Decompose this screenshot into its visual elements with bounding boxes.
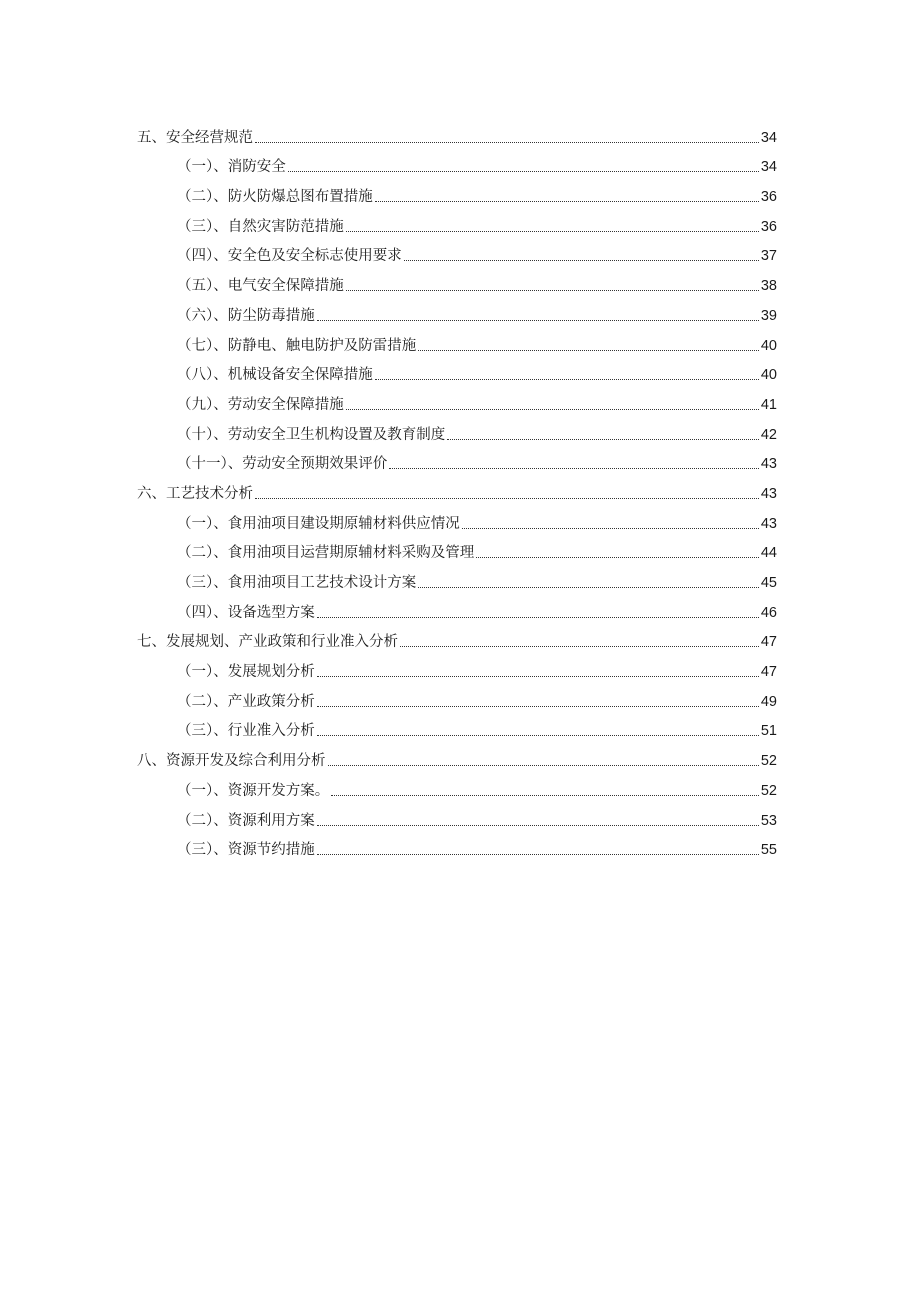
toc-dot-leader — [400, 646, 759, 647]
toc-page-number: 39 — [760, 307, 777, 324]
toc-section-entry[interactable] — [137, 592, 777, 622]
toc-page-number: 53 — [760, 812, 777, 829]
toc-section-entry[interactable] — [137, 533, 777, 563]
toc-entry-title: （一）、资源开发方案。 — [177, 782, 330, 799]
toc-section-entry[interactable] — [137, 444, 777, 474]
toc-dot-leader — [331, 795, 759, 796]
toc-entry-title: （七）、防静电、触电防护及防雷措施 — [177, 337, 417, 354]
toc-dot-leader — [404, 260, 759, 261]
toc-page-number: 46 — [760, 604, 777, 621]
toc-entry-title: （八）、机械设备安全保障措施 — [177, 367, 373, 384]
toc-chapter-entry[interactable] — [137, 622, 777, 652]
toc-section-entry[interactable] — [137, 562, 777, 592]
toc-page-number: 47 — [760, 634, 777, 651]
toc-chapter-entry[interactable] — [137, 473, 777, 503]
toc-entry-title: （四）、安全色及安全标志使用要求 — [177, 248, 402, 265]
toc-entry-title: 六、工艺技术分析 — [137, 485, 253, 502]
toc-entry-title: （四）、设备选型方案 — [177, 604, 315, 621]
toc-entry-title: （十）、劳动安全卫生机构设置及教育制度 — [177, 426, 446, 443]
toc-section-entry[interactable] — [137, 355, 777, 385]
toc-dot-leader — [328, 765, 759, 766]
toc-chapter-entry[interactable] — [137, 117, 777, 147]
toc-section-entry[interactable] — [137, 770, 777, 800]
toc-page-number: 51 — [760, 723, 777, 740]
toc-entry-title: （六）、防尘防毒措施 — [177, 307, 315, 324]
toc-section-entry[interactable] — [137, 384, 777, 414]
toc-page-number: 41 — [760, 396, 777, 413]
toc-dot-leader — [462, 528, 759, 529]
toc-entry-title: 五、安全经营规范 — [137, 129, 253, 146]
toc-section-entry[interactable] — [137, 236, 777, 266]
toc-page-number: 43 — [760, 456, 777, 473]
toc-dot-leader — [418, 587, 759, 588]
toc-page-number: 49 — [760, 693, 777, 710]
toc-entry-title: （十一）、劳动安全预期效果评价 — [177, 456, 388, 473]
toc-dot-leader — [255, 142, 759, 143]
toc-entry-title: 七、发展规划、产业政策和行业准入分析 — [137, 634, 398, 651]
toc-dot-leader — [375, 201, 759, 202]
toc-section-entry[interactable] — [137, 503, 777, 533]
toc-dot-leader — [346, 409, 759, 410]
toc-dot-leader — [288, 171, 759, 172]
toc-page-number: 45 — [760, 575, 777, 591]
toc-section-entry[interactable] — [137, 681, 777, 711]
toc-section-entry[interactable] — [137, 176, 777, 206]
toc-page-number: 52 — [760, 753, 777, 770]
toc-section-entry[interactable] — [137, 325, 777, 355]
toc-page-number: 34 — [760, 129, 777, 146]
toc-page-number: 40 — [760, 337, 777, 354]
toc-entry-title: （二）、产业政策分析 — [177, 693, 315, 710]
toc-entry-title: （二）、资源利用方案 — [177, 812, 315, 829]
toc-dot-leader — [317, 617, 759, 618]
toc-page-number: 42 — [760, 426, 777, 443]
toc-entry-title: （五）、电气安全保障措施 — [177, 278, 344, 295]
toc-dot-leader — [346, 290, 759, 291]
toc-entry-title: 八、资源开发及综合利用分析 — [137, 753, 326, 770]
toc-section-entry[interactable] — [137, 147, 777, 177]
toc-section-entry[interactable] — [137, 830, 777, 860]
toc-section-entry[interactable] — [137, 651, 777, 681]
toc-page-number: 44 — [760, 545, 777, 562]
toc-entry-title: （一）、发展规划分析 — [177, 664, 315, 681]
toc-section-entry[interactable] — [137, 711, 777, 741]
toc-entry-title: （九）、劳动安全保障措施 — [177, 396, 344, 413]
toc-section-entry[interactable] — [137, 206, 777, 236]
toc-dot-leader — [476, 557, 759, 558]
toc-dot-leader — [346, 231, 759, 232]
toc-entry-title: （三）、食用油项目工艺技术设计方案 — [177, 575, 417, 591]
toc-dot-leader — [317, 854, 759, 855]
toc-entry-title: （二）、防火防爆总图布置措施 — [177, 189, 373, 206]
toc-entry-title: （三）、资源节约措施 — [177, 842, 315, 859]
toc-dot-leader — [317, 706, 759, 707]
toc-page-number: 52 — [760, 782, 777, 799]
toc-dot-leader — [389, 468, 759, 469]
toc-entry-title: （一）、消防安全 — [177, 159, 286, 176]
toc-page-number: 40 — [760, 367, 777, 384]
toc-chapter-entry[interactable] — [137, 740, 777, 770]
toc-dot-leader — [255, 498, 759, 499]
toc-dot-leader — [317, 320, 759, 321]
toc-entry-title: （二）、食用油项目运营期原辅材料采购及管理 — [177, 545, 475, 562]
toc-entry-title: （三）、自然灾害防范措施 — [177, 218, 344, 235]
toc-page-number: 36 — [760, 189, 777, 206]
toc-dot-leader — [317, 825, 759, 826]
toc-section-entry[interactable] — [137, 800, 777, 830]
toc-page-number: 38 — [760, 278, 777, 295]
toc-dot-leader — [375, 379, 759, 380]
toc-dot-leader — [447, 439, 759, 440]
table-of-contents — [137, 117, 777, 859]
toc-page-number: 34 — [760, 159, 777, 176]
toc-page-number: 43 — [760, 485, 777, 502]
toc-page-number: 47 — [760, 664, 777, 681]
toc-page-number: 55 — [760, 842, 777, 859]
toc-section-entry[interactable] — [137, 414, 777, 444]
toc-dot-leader — [317, 676, 759, 677]
toc-page-number: 36 — [760, 218, 777, 235]
toc-page-number: 43 — [760, 515, 777, 532]
toc-dot-leader — [317, 735, 759, 736]
toc-dot-leader — [418, 350, 759, 351]
toc-section-entry[interactable] — [137, 295, 777, 325]
toc-section-entry[interactable] — [137, 265, 777, 295]
toc-entry-title: （一）、食用油项目建设期原辅材料供应情况 — [177, 515, 460, 532]
toc-page-number: 37 — [760, 248, 777, 265]
toc-entry-title: （三）、行业准入分析 — [177, 723, 315, 740]
